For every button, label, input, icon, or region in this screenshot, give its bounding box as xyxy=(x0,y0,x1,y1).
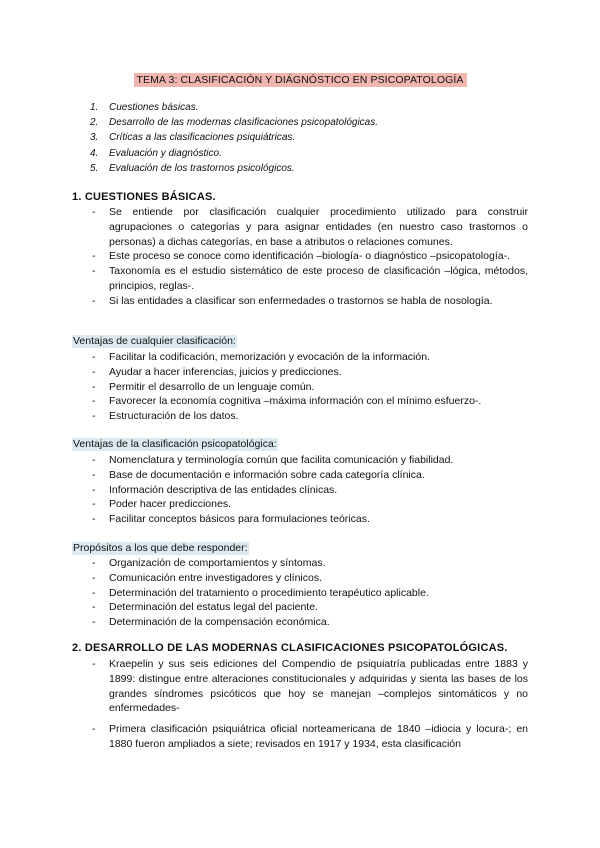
dash-bullet: - xyxy=(92,498,96,511)
list-item-text: Base de documentación e información sobre cada categoría clínica. xyxy=(109,468,425,481)
dash-bullet: - xyxy=(92,616,96,629)
list-item-text: Este proceso se conoce como identificación –biología- o diagnóstico –psicopatología-. xyxy=(109,250,510,263)
list-item-text: Si las entidades a clasificar son enfermedades o trastornos se habla de nosología. xyxy=(109,294,493,307)
toc-item xyxy=(90,161,378,176)
list-item-text: Favorecer la economía cognitiva –máxima información con el mínimo esfuerzo-. xyxy=(109,395,482,408)
list-item xyxy=(92,512,528,527)
toc-item xyxy=(90,146,378,161)
list-item xyxy=(92,571,528,586)
dash-bullet: - xyxy=(92,483,96,496)
dash-bullet: - xyxy=(92,206,96,218)
ventajas-psico-label: Ventajas de la clasificación psicopatológica: xyxy=(73,438,277,450)
list-item xyxy=(92,615,528,630)
ventajas-generales-list xyxy=(92,350,528,424)
toc-number: 5. xyxy=(90,162,99,174)
list-item xyxy=(92,394,528,409)
list-item xyxy=(92,657,528,716)
list-item xyxy=(92,249,528,264)
list-item-text: Organización de comportamientos y síntomas. xyxy=(109,557,326,569)
dash-bullet: - xyxy=(92,658,96,670)
list-item-text: Facilitar conceptos básicos para formulaciones teóricas. xyxy=(109,513,370,526)
toc-number: 1. xyxy=(90,102,99,113)
list-item xyxy=(92,409,528,424)
toc-text: Evaluación y diagnóstico. xyxy=(109,147,222,159)
list-item xyxy=(92,350,528,365)
list-item xyxy=(92,380,528,395)
dash-bullet: - xyxy=(92,723,96,736)
dash-bullet: - xyxy=(92,557,96,569)
dash-bullet: - xyxy=(92,395,96,408)
list-item-text: Comunicación entre investigadores y clínicos. xyxy=(109,571,323,584)
toc-text: Desarrollo de las modernas clasificaciones psicopatológicas. xyxy=(109,117,379,129)
dash-bullet: - xyxy=(92,365,96,378)
list-item xyxy=(92,600,528,615)
list-item-text: Facilitar la codificación, memorización y evocación de la información. xyxy=(109,351,430,363)
list-item-text: Determinación del estatus legal del paciente. xyxy=(109,601,318,614)
section-1-heading: 1. CUESTIONES BÁSICAS. xyxy=(72,191,216,203)
toc-number: 3. xyxy=(90,132,99,144)
list-item-text: Primera clasificación psiquiátrica oficial norteamericana de 1840 –idiocia y locura-; en 1880 fueron ampliados a siete; revisados en 1917 y 1934, esta clasificación xyxy=(109,723,528,750)
list-item-text: Nomenclatura y terminología común que facilita comunicación y fiabilidad. xyxy=(109,454,454,466)
dash-bullet: - xyxy=(92,513,96,526)
list-item xyxy=(92,205,528,249)
dash-bullet: - xyxy=(92,454,96,466)
dash-bullet: - xyxy=(92,351,96,363)
list-item xyxy=(92,483,528,498)
section-2-heading: 2. DESARROLLO DE LAS MODERNAS CLASIFICACIONES PSICOPATOLÓGICAS. xyxy=(72,642,508,654)
list-item-text: Poder hacer predicciones. xyxy=(109,498,231,511)
list-item-text: Determinación del tratamiento o procedimiento terapéutico aplicable. xyxy=(109,586,429,599)
list-item xyxy=(92,556,528,571)
list-item-text: Kraepelin y sus seis ediciones del Compendio de psiquiatría publicadas entre 1883 y 1899: distingue entre alteraciones constitucionales y adquiridas y sienta las bases de los grandes síndromes psicóticos que hoy se manejan –complejos sintomáticos y no enfermedades- xyxy=(109,658,528,715)
dash-bullet: - xyxy=(92,410,96,423)
dash-bullet: - xyxy=(92,571,96,584)
list-item xyxy=(92,294,528,309)
list-item xyxy=(92,264,528,294)
dash-bullet: - xyxy=(92,601,96,614)
list-item-text: Estructuración de los datos. xyxy=(109,410,239,423)
list-item-text: Se entiende por clasificación cualquier procedimiento utilizado para construir agrupaciones o categorías y para asignar entidades (en nuestro caso trastornos o personas) a dichas categorías, en base a atributos o relaciones comunes. xyxy=(109,206,528,248)
toc-number: 4. xyxy=(90,147,99,159)
list-item-text: Permitir el desarrollo de un lenguaje común. xyxy=(109,380,315,393)
dash-bullet: - xyxy=(92,265,96,278)
dash-bullet: - xyxy=(92,380,96,393)
document-title: TEMA 3: CLASIFICACIÓN Y DIÁGNÓSTICO EN PSICOPATOLOGÍA xyxy=(134,73,467,87)
toc-item xyxy=(90,100,378,115)
list-item xyxy=(92,365,528,380)
toc-number: 2. xyxy=(90,117,99,129)
list-item-text: Información descriptiva de las entidades clínicas. xyxy=(109,483,338,496)
list-item xyxy=(92,586,528,601)
list-item-text: Ayudar a hacer inferencias, juicios y predicciones. xyxy=(109,365,342,378)
toc-item xyxy=(90,130,378,145)
list-item-text: Determinación de la compensación económica. xyxy=(109,616,330,629)
list-item xyxy=(92,468,528,483)
dash-bullet: - xyxy=(92,250,96,263)
list-item xyxy=(92,497,528,512)
dash-bullet: - xyxy=(92,586,96,599)
toc-text: Evaluación de los trastornos psicológicos. xyxy=(109,162,295,174)
propositos-list xyxy=(92,556,528,630)
list-item-text: Taxonomía es el estudio sistemático de este proceso de clasificación –lógica, métodos, principios, reglas-. xyxy=(109,265,528,292)
toc-item xyxy=(90,115,378,130)
ventajas-generales-label: Ventajas de cualquier clasificación: xyxy=(73,335,236,347)
propositos-label: Propósitos a los que debe responder: xyxy=(73,542,248,554)
section-1-list xyxy=(92,205,528,309)
toc-text: Críticas a las clasificaciones psiquiátricas. xyxy=(109,132,296,144)
list-item xyxy=(92,453,528,468)
table-of-contents xyxy=(90,100,378,176)
list-item xyxy=(92,722,528,752)
toc-text: Cuestiones básicas. xyxy=(109,102,199,113)
section-2-list xyxy=(92,657,528,752)
ventajas-psico-list xyxy=(92,453,528,527)
dash-bullet: - xyxy=(92,294,96,307)
title-wrap xyxy=(0,70,600,88)
dash-bullet: - xyxy=(92,468,96,481)
